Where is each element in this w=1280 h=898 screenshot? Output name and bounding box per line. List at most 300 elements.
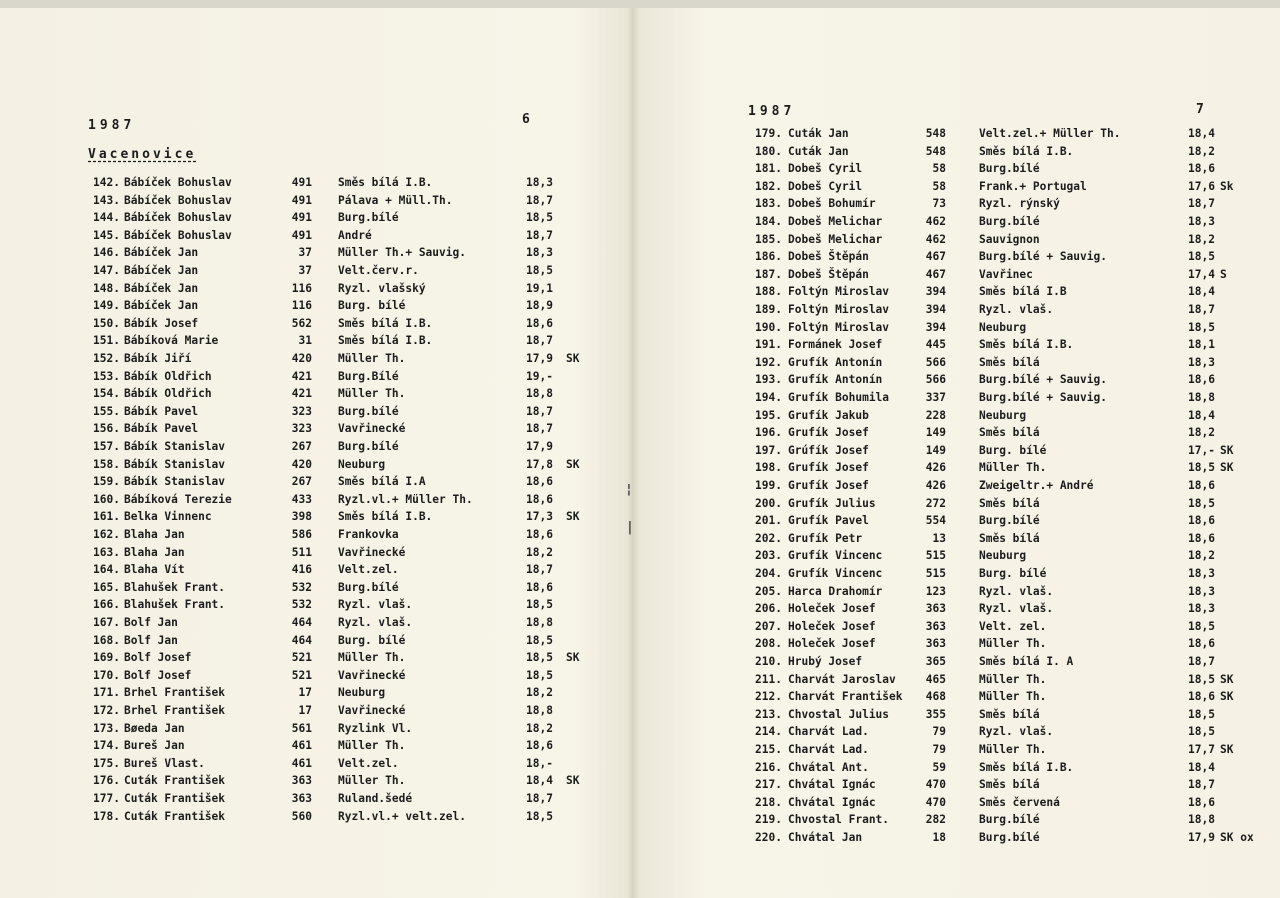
entry-number: 218. (755, 795, 782, 809)
house-number: 420 (291, 352, 312, 365)
grower-name: Bábíček Jan (124, 246, 199, 260)
house-number: 462 (925, 232, 946, 246)
grower-name: Grufík Vincenc (788, 567, 883, 580)
table-row (0, 561, 620, 578)
grower-name: Bábíček Jan (124, 299, 199, 313)
house-number: 511 (291, 545, 312, 559)
right-page (636, 8, 1280, 898)
grape-variety: Sauvignon (979, 232, 1040, 246)
house-number: 491 (291, 228, 312, 242)
sugar-content: 18,6 (526, 475, 553, 489)
table-row (636, 495, 1280, 512)
house-number: 467 (925, 267, 946, 281)
grower-name: Belka Vinnenc (124, 510, 212, 524)
table-row (0, 508, 620, 525)
entry-number: 156. (93, 422, 120, 436)
sugar-content: 18,6 (1188, 514, 1215, 528)
grower-name: Cuták František (124, 774, 226, 788)
house-number: 272 (925, 496, 946, 510)
table-row (0, 227, 620, 244)
entry-number: 158. (93, 457, 120, 471)
page-year: 1987 (748, 104, 796, 119)
entry-number: 193. (755, 373, 782, 387)
table-row (636, 371, 1280, 388)
table-row (636, 248, 1280, 265)
entry-number: 154. (93, 387, 120, 401)
entry-number: 213. (755, 707, 782, 721)
grower-name: Charvát Lad. (788, 743, 869, 756)
grower-name: Dobeš Štěpán (788, 267, 869, 281)
table-row (0, 649, 620, 666)
grape-variety: Burg.bílé + Sauvig. (979, 250, 1107, 264)
sugar-content: 18,7 (526, 422, 553, 436)
table-row (0, 456, 620, 473)
house-number: 363 (925, 637, 946, 651)
entry-number: 198. (755, 461, 782, 475)
entry-number: 207. (755, 619, 782, 633)
entry-number: 184. (755, 215, 782, 228)
quality-note: SK (1220, 690, 1234, 704)
page-number: 6 (522, 112, 530, 127)
house-number: 18 (932, 831, 946, 844)
table-row (636, 407, 1280, 424)
grower-name: Holeček Josef (788, 602, 876, 616)
grape-variety: Směs bílá I.B. (338, 176, 433, 189)
house-number: 79 (932, 743, 946, 756)
grower-name: Chvátal Ant. (788, 760, 869, 774)
grower-name: Grúfík Josef (788, 443, 869, 457)
grape-variety: Směs bílá I.B. (979, 144, 1074, 158)
table-row (0, 192, 620, 209)
grower-name: Hrubý Josef (788, 655, 863, 668)
sugar-content: 18,2 (1188, 549, 1215, 563)
sugar-content: 17,8 (526, 457, 553, 471)
entry-number: 170. (93, 668, 120, 682)
sugar-content: 18,1 (1188, 338, 1215, 352)
entry-number: 162. (93, 528, 120, 541)
grower-name: Bolf Josef (124, 668, 192, 682)
entry-number: 159. (93, 475, 120, 489)
sugar-content: 18,7 (526, 792, 553, 805)
grape-variety: Ryzl. vlaš. (338, 616, 413, 629)
sugar-content: 18,5 (526, 264, 553, 277)
grower-name: Cuták František (124, 809, 226, 823)
grower-name: Bábíček Bohuslav (124, 193, 232, 207)
grape-variety: Müller Th. (338, 352, 406, 365)
entry-number: 157. (93, 440, 120, 453)
grower-name: Charvát Jaroslav (788, 672, 896, 686)
grape-variety: Ryzl. vlaš. (979, 303, 1054, 316)
grower-name: Bábíková Marie (124, 334, 219, 348)
entry-number: 152. (93, 352, 120, 365)
left-page (0, 8, 620, 898)
table-row (0, 332, 620, 349)
quality-note: SK (1220, 443, 1234, 457)
quality-note: SK ox (1220, 831, 1254, 844)
table-row (636, 354, 1280, 371)
grower-name: Bureš Jan (124, 739, 185, 753)
house-number: 464 (291, 616, 312, 629)
grape-variety: Velt.zel. (338, 563, 399, 577)
grape-variety: Směs bílá I.B. (979, 338, 1074, 352)
table-row (636, 811, 1280, 828)
grower-name: Blahušek Frant. (124, 598, 226, 612)
grower-name: Bolf Josef (124, 651, 192, 665)
house-number: 586 (291, 528, 312, 541)
table-row (636, 283, 1280, 300)
grape-variety: Směs bílá I.B. (338, 510, 433, 524)
entry-number: 206. (755, 602, 782, 616)
table-row (0, 684, 620, 701)
quality-note: SK (1220, 672, 1234, 686)
sugar-content: 18,- (526, 756, 553, 770)
grower-name: Charvát Lad. (788, 725, 869, 739)
grape-variety: Pálava + Müll.Th. (338, 193, 453, 207)
sugar-content: 18,5 (1188, 672, 1215, 686)
grape-variety: Frankovka (338, 528, 399, 541)
grower-name: Chvátal Jan (788, 831, 863, 844)
table-row (636, 706, 1280, 723)
grape-variety: Směs bílá (979, 426, 1040, 440)
house-number: 58 (932, 162, 946, 176)
grower-name: Blaha Vít (124, 563, 185, 577)
house-number: 560 (291, 809, 312, 823)
sugar-content: 18,5 (1188, 725, 1215, 739)
entry-number: 144. (93, 211, 120, 225)
grower-name: Chvátal Ignác (788, 795, 876, 809)
table-row (0, 544, 620, 561)
sugar-content: 18,7 (526, 228, 553, 242)
table-row (0, 280, 620, 297)
table-row (636, 301, 1280, 318)
table-row (636, 829, 1280, 846)
house-number: 337 (925, 391, 946, 404)
house-number: 79 (932, 725, 946, 739)
entry-number: 187. (755, 267, 782, 281)
table-row (636, 266, 1280, 283)
grower-name: Dobeš Cyril (788, 179, 863, 193)
sugar-content: 18,3 (1188, 567, 1215, 580)
table-row (636, 512, 1280, 529)
entry-number: 191. (755, 338, 782, 352)
grape-variety: André (338, 228, 372, 242)
house-number: 355 (925, 707, 946, 721)
quality-note: SK (566, 774, 580, 788)
table-row (636, 688, 1280, 705)
house-number: 554 (925, 514, 946, 528)
house-number: 561 (291, 721, 312, 735)
sugar-content: 18,3 (1188, 602, 1215, 616)
house-number: 515 (925, 549, 946, 563)
house-number: 566 (925, 373, 946, 387)
grape-variety: Směs bílá (979, 496, 1040, 510)
grower-name: Grufík Jakub (788, 408, 869, 422)
entry-number: 202. (755, 531, 782, 545)
grape-variety: Burg.bílé + Sauvig. (979, 391, 1107, 404)
grape-variety: Velt. zel. (979, 619, 1047, 633)
sugar-content: 18,3 (1188, 215, 1215, 228)
table-row (636, 547, 1280, 564)
house-number: 491 (291, 211, 312, 225)
grape-variety: Frank.+ Portugal (979, 179, 1087, 193)
entry-number: 147. (93, 264, 120, 277)
grape-variety: Neuburg (979, 549, 1027, 563)
house-number: 421 (291, 369, 312, 383)
grape-variety: Směs bílá I.B. (979, 760, 1074, 774)
entry-number: 195. (755, 408, 782, 422)
grape-variety: Směs bílá I.B (979, 285, 1067, 299)
grape-variety: Müller Th. (979, 743, 1047, 756)
grape-variety: Směs bílá (979, 778, 1040, 792)
entry-number: 173. (93, 721, 120, 735)
sugar-content: 18,3 (1188, 355, 1215, 369)
entry-number: 171. (93, 686, 120, 700)
grape-variety: Burg.bílé + Sauvig. (979, 373, 1107, 387)
house-number: 548 (925, 127, 946, 140)
house-number: 548 (925, 144, 946, 158)
sugar-content: 18,5 (526, 211, 553, 225)
house-number: 562 (291, 316, 312, 330)
sugar-content: 17,- (1188, 443, 1215, 457)
sugar-content: 18,7 (526, 193, 553, 207)
entry-number: 160. (93, 492, 120, 506)
quality-note: SK (566, 510, 580, 524)
grape-variety: Zweigeltr.+ André (979, 479, 1094, 492)
table-row (636, 160, 1280, 177)
grape-variety: Ryzl. vlaš. (979, 584, 1054, 598)
table-row (636, 794, 1280, 811)
table-row (0, 438, 620, 455)
grower-name: Bøeda Jan (124, 721, 185, 735)
sugar-content: 17,9 (526, 352, 553, 365)
house-number: 363 (925, 619, 946, 633)
entry-number: 192. (755, 355, 782, 369)
entry-number: 155. (93, 404, 120, 418)
sugar-content: 18,7 (526, 563, 553, 577)
entry-number: 169. (93, 651, 120, 665)
house-number: 13 (932, 531, 946, 545)
grower-name: Formánek Josef (788, 338, 883, 352)
sugar-content: 18,5 (526, 633, 553, 647)
table-row (636, 565, 1280, 582)
grape-variety: Burg.bílé (338, 580, 399, 594)
entry-number: 153. (93, 369, 120, 383)
house-number: 363 (925, 602, 946, 616)
entry-number: 143. (93, 193, 120, 207)
table-row (636, 389, 1280, 406)
entry-number: 146. (93, 246, 120, 260)
entry-number: 145. (93, 228, 120, 242)
grower-name: Brhel František (124, 686, 226, 700)
entry-number: 219. (755, 813, 782, 827)
house-number: 363 (291, 792, 312, 805)
grower-name: Bábík Josef (124, 316, 199, 330)
grape-variety: Burg. bílé (979, 443, 1047, 457)
grape-variety: Burg.bílé (338, 404, 399, 418)
grape-variety: Velt.zel.+ Müller Th. (979, 127, 1121, 140)
house-number: 433 (291, 492, 312, 506)
house-number: 31 (298, 334, 312, 348)
grower-name: Foltýn Miroslav (788, 320, 890, 334)
grower-name: Foltýn Miroslav (788, 285, 890, 299)
sugar-content: 18,3 (526, 246, 553, 260)
grape-variety: Müller Th. (979, 672, 1047, 686)
grower-name: Dobeš Cyril (788, 162, 863, 176)
entry-number: 161. (93, 510, 120, 524)
sugar-content: 18,4 (1188, 760, 1215, 774)
table-row (0, 350, 620, 367)
sugar-content: 18,8 (526, 616, 553, 629)
table-row (0, 632, 620, 649)
entry-number: 196. (755, 426, 782, 440)
sugar-content: 18,4 (1188, 127, 1215, 140)
house-number: 462 (925, 215, 946, 228)
entry-number: 188. (755, 285, 782, 299)
sugar-content: 18,5 (1188, 707, 1215, 721)
table-row (636, 336, 1280, 353)
grower-name: Bábíček Bohuslav (124, 211, 232, 225)
table-row (636, 776, 1280, 793)
entry-number: 183. (755, 197, 782, 211)
grape-variety: Směs bílá (979, 707, 1040, 721)
table-row (636, 600, 1280, 617)
sugar-content: 18,7 (1188, 778, 1215, 792)
house-number: 323 (291, 422, 312, 436)
grower-name: Grufík Antonín (788, 373, 883, 387)
table-row (636, 759, 1280, 776)
entry-number: 220. (755, 831, 782, 844)
entry-number: 174. (93, 739, 120, 753)
grower-name: Grufík Petr (788, 531, 863, 545)
entry-number: 164. (93, 563, 120, 577)
grower-name: Bábík Stanislav (124, 475, 226, 489)
sugar-content: 18,5 (1188, 320, 1215, 334)
house-number: 566 (925, 355, 946, 369)
grape-variety: Ryzl. rýnský (979, 197, 1060, 211)
table-row (0, 385, 620, 402)
sugar-content: 18,6 (526, 739, 553, 753)
house-number: 149 (925, 426, 946, 440)
table-row (636, 741, 1280, 758)
entry-number: 165. (93, 580, 120, 594)
grower-name: Bábík Oldřich (124, 387, 212, 401)
grower-name: Cuták František (124, 792, 226, 805)
table-row (636, 195, 1280, 212)
grape-variety: Vavřinecké (338, 668, 406, 682)
house-number: 363 (291, 774, 312, 788)
grape-variety: Müller Th. (338, 739, 406, 753)
house-number: 532 (291, 598, 312, 612)
page-year: 1987 (88, 118, 136, 133)
sugar-content: 18,9 (526, 299, 553, 313)
grape-variety: Směs bílá (979, 355, 1040, 369)
entry-number: 197. (755, 443, 782, 457)
staple-mark: | (626, 520, 634, 535)
grape-variety: Ryzl. vlašský (338, 281, 426, 295)
grape-variety: Ryzl. vlaš. (979, 725, 1054, 739)
sugar-content: 17,7 (1188, 743, 1215, 756)
sugar-content: 18,2 (1188, 232, 1215, 246)
sugar-content: 18,2 (526, 545, 553, 559)
sugar-content: 18,8 (526, 387, 553, 401)
grower-name: Blahušek Frant. (124, 580, 226, 594)
table-row (636, 424, 1280, 441)
house-number: 116 (291, 281, 312, 295)
sugar-content: 18,2 (526, 721, 553, 735)
sugar-content: 17,9 (1188, 831, 1215, 844)
grower-name: Dobeš Melichar (788, 232, 883, 246)
entry-number: 176. (93, 774, 120, 788)
grower-name: Chvátal Ignác (788, 778, 876, 792)
grape-variety: Neuburg (338, 457, 386, 471)
grape-variety: Müller Th. (338, 387, 406, 401)
grower-name: Bábíček Jan (124, 281, 199, 295)
table-row (0, 315, 620, 332)
sugar-content: 18,5 (1188, 461, 1215, 475)
sugar-content: 18,2 (1188, 144, 1215, 158)
sugar-content: 18,5 (526, 809, 553, 823)
house-number: 532 (291, 580, 312, 594)
table-row (636, 583, 1280, 600)
grape-variety: Směs bílá I.B. (338, 334, 433, 348)
sugar-content: 18,5 (1188, 619, 1215, 633)
house-number: 116 (291, 299, 312, 313)
grower-name: Bábík Stanislav (124, 440, 226, 453)
entry-number: 166. (93, 598, 120, 612)
sugar-content: 18,4 (526, 774, 553, 788)
entry-number: 149. (93, 299, 120, 313)
grower-name: Brhel František (124, 704, 226, 717)
house-number: 470 (925, 795, 946, 809)
sugar-content: 18,3 (526, 176, 553, 189)
house-number: 421 (291, 387, 312, 401)
house-number: 470 (925, 778, 946, 792)
sugar-content: 18,2 (1188, 426, 1215, 440)
grower-name: Grufík Julius (788, 496, 876, 510)
sugar-content: 18,6 (526, 316, 553, 330)
sugar-content: 18,6 (1188, 162, 1215, 176)
grower-name: Bábíček Jan (124, 264, 199, 277)
table-row (636, 671, 1280, 688)
sugar-content: 19,- (526, 369, 553, 383)
entry-number: 210. (755, 655, 782, 668)
sugar-content: 18,6 (1188, 795, 1215, 809)
entry-number: 199. (755, 479, 782, 492)
grower-name: Chvostal Frant. (788, 813, 890, 827)
sugar-content: 18,5 (1188, 496, 1215, 510)
grape-variety: Müller Th. (979, 461, 1047, 475)
house-number: 467 (925, 250, 946, 264)
sugar-content: 18,6 (526, 492, 553, 506)
grape-variety: Ruland.šedé (338, 792, 413, 805)
sugar-content: 18,5 (526, 668, 553, 682)
village-heading: Vacenovice (88, 147, 197, 162)
grower-name: Bábíček Bohuslav (124, 176, 232, 189)
house-number: 515 (925, 567, 946, 580)
house-number: 394 (925, 303, 946, 316)
entry-number: 142. (93, 176, 120, 189)
house-number: 282 (925, 813, 946, 827)
house-number: 17 (298, 704, 312, 717)
sugar-content: 17,6 (1188, 179, 1215, 193)
grower-name: Grufík Josef (788, 479, 869, 492)
house-number: 420 (291, 457, 312, 471)
entry-number: 151. (93, 334, 120, 348)
sugar-content: 18,8 (1188, 391, 1215, 404)
table-row (636, 143, 1280, 160)
sugar-content: 18,7 (1188, 655, 1215, 668)
sugar-content: 18,7 (1188, 197, 1215, 211)
